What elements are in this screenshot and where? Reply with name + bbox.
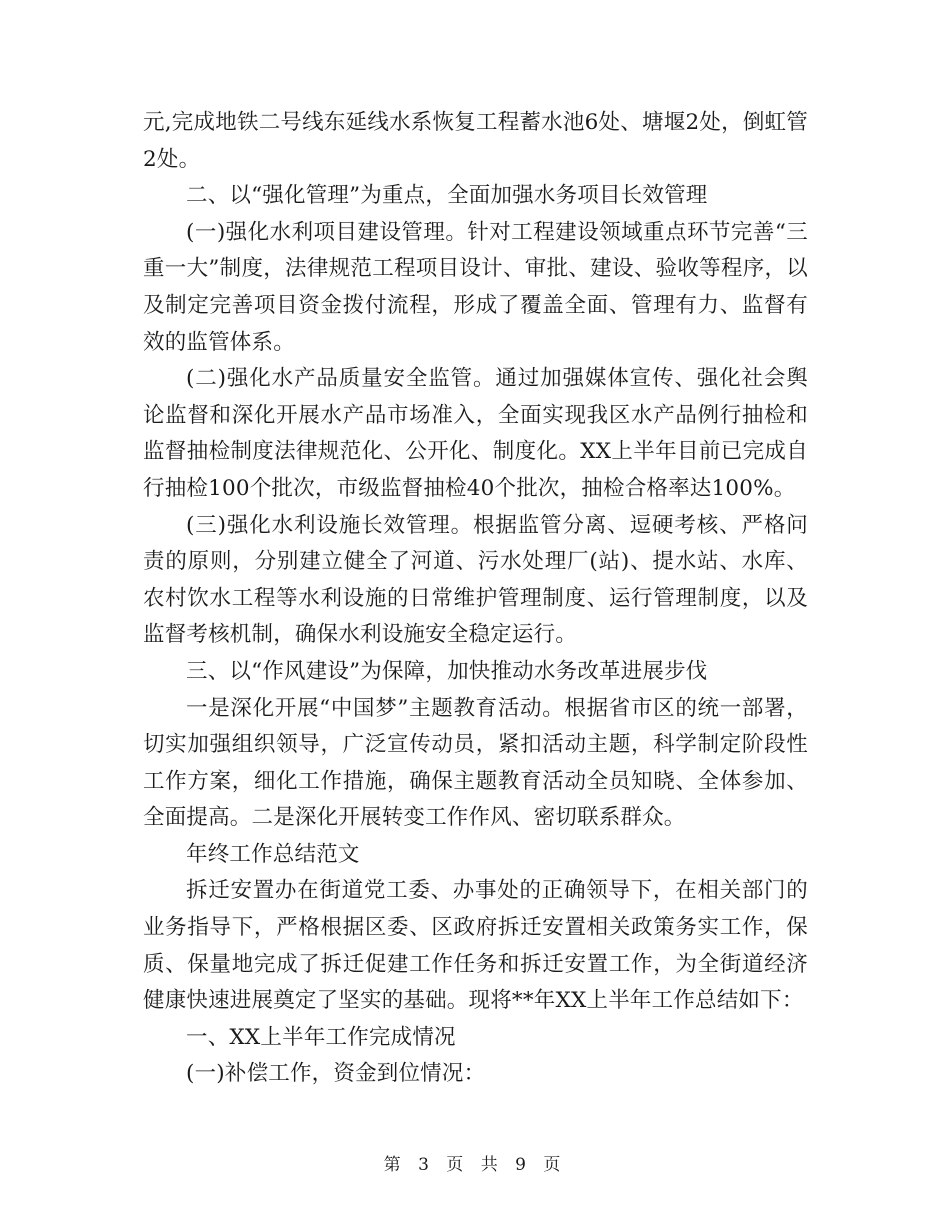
paragraph-3: (一)强化水利项目建设管理。针对工程建设领域重点环节完善“三重一大”制度，法律规范工程项目设计、审批、建设、验收等程序，以及制定完善项目资金拨付流程，形成了覆盖全面、管理有力、监督有效的监管体系。 bbox=[143, 219, 808, 355]
section-heading-2: 二、以“强化管理”为重点，全面加强水务项目长效管理 bbox=[186, 183, 708, 209]
paragraph-7: 一是深化开展“中国梦”主题教育活动。根据省市区的统一部署，切实加强组织领导，广泛宣传动员，紧扣活动主题，科学制定阶段性工作方案，细化工作措施，确保主题教育活动全员知晓、全体参加、全面提高。二是深化开展转变工作作风、密切联系群众。 bbox=[143, 695, 808, 831]
paragraph-1: 元,完成地铁二号线东延线水系恢复工程蓄水池6处、塘堰2处，倒虹管2处。 bbox=[143, 110, 808, 172]
section-heading-1: 一、XX上半年工作完成情况 bbox=[186, 1024, 456, 1050]
document-subtitle: 年终工作总结范文 bbox=[186, 841, 360, 867]
paragraph-5: (三)强化水利设施长效管理。根据监管分离、逗硬考核、严格问责的原则，分别建立健全了河道、污水处理厂(站)、提水站、水库、农村饮水工程等水利设施的日常维护管理制度、运行管理制度，以及监督考核机制，确保水利设施安全稳定运行。 bbox=[143, 512, 808, 648]
page-number: 第 3 页 共 9 页 bbox=[383, 1155, 567, 1175]
paragraph-9: 拆迁安置办在街道党工委、办事处的正确领导下，在相关部门的业务指导下，严格根据区委、区政府拆迁安置相关政策务实工作，保质、保量地完成了拆迁促建工作任务和拆迁安置工作，为全街道经济健康快速进展奠定了坚实的基础。现将**年XX上半年工作总结如下： bbox=[143, 878, 808, 1014]
document-body bbox=[143, 105, 808, 1093]
paragraph-4: (二)强化水产品质量安全监管。通过加强媒体宣传、强化社会舆论监督和深化开展水产品市场准入，全面实现我区水产品例行抽检和监督抽检制度法律规范化、公开化、制度化。XX上半年目前已完成自行抽检100个批次，市级监督抽检40个批次，抽检合格率达100%。 bbox=[143, 366, 808, 501]
subsection-heading-1: (一)补偿工作，资金到位情况： bbox=[186, 1061, 486, 1087]
section-heading-3: 三、以“作风建设”为保障，加快推动水务改革进展步伐 bbox=[186, 658, 708, 684]
